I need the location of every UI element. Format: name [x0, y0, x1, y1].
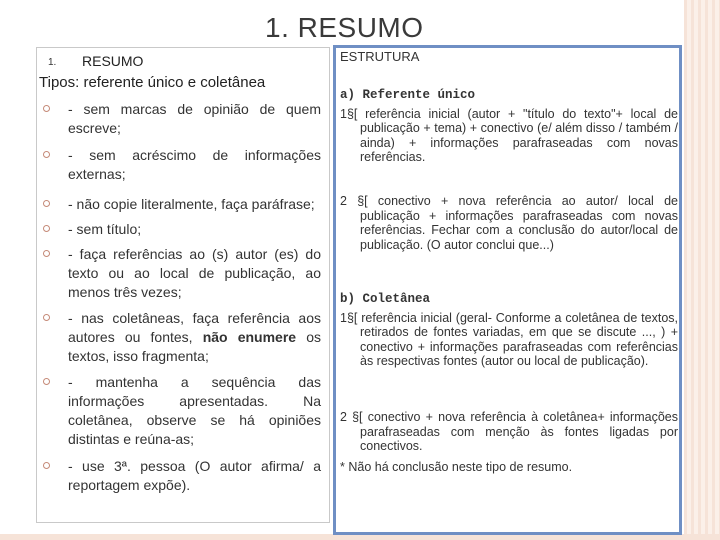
structure-panel — [333, 45, 682, 535]
structure-heading: ESTRUTURA — [340, 49, 420, 64]
collection-label: b) Coletânea — [340, 292, 431, 306]
list-item-text: - use 3ª. pessoa (O autor afirma/ a reportagem expõe). — [68, 458, 321, 493]
list-item-text: - sem acréscimo de informações externas; — [68, 147, 321, 182]
list-item — [37, 100, 329, 138]
single-source-paragraph-1: 1§[ referência inicial (autor + "título do texto"+ local de publicação + tema) + conectivo (e/ além disso / também / ainda) + informações parafraseadas com novas referências. — [340, 106, 678, 164]
list-item-text: - nas coletâneas, faça referência aos autores ou fontes, — [68, 310, 321, 345]
list-item-text: - sem título; — [68, 221, 142, 237]
note-block — [340, 460, 678, 475]
collection-paragraph-1: 1§[ referência inicial (geral- Conforme a coletânea de textos, retirados de fontes variadas, em que se discute ..., ) + conectivo + informações parafraseadas com referências às respectivas fontes (autor ou local de publicação). — [340, 310, 678, 368]
single-source-block — [340, 88, 678, 165]
section-number: 1. — [48, 57, 57, 68]
slide-title: 1. RESUMO — [265, 12, 424, 43]
collection-block — [340, 292, 678, 369]
list-item — [37, 220, 329, 239]
section-title: RESUMO — [82, 53, 144, 69]
bullet-circle-icon — [43, 151, 50, 158]
list-item-text: - mantenha a sequência das informações apresentadas. Na coletânea, observe se há opiniões distintas e reúna-as; — [68, 374, 321, 447]
rules-list — [37, 100, 329, 495]
single-source-label: a) Referente único — [340, 88, 476, 102]
types-subtitle: Tipos: referente único e coletânea — [39, 74, 266, 91]
bullet-circle-icon — [43, 105, 50, 112]
list-item — [37, 457, 329, 495]
single-source-paragraph-2-block — [340, 194, 678, 252]
list-item — [37, 146, 329, 184]
bullet-circle-icon — [43, 225, 50, 232]
left-content-panel — [36, 47, 330, 523]
list-item-text: - não copie literalmente, faça paráfrase; — [68, 196, 315, 212]
list-item-text: os textos, isso fragmenta; — [68, 329, 321, 364]
bullet-circle-icon — [43, 462, 50, 469]
list-item-text: - faça referências ao (s) autor (es) do texto ou ao local de publicação, ao menos três vezes; — [68, 246, 321, 300]
bullet-circle-icon — [43, 314, 50, 321]
conclusion-note: * Não há conclusão neste tipo de resumo. — [340, 460, 573, 474]
bullet-circle-icon — [43, 378, 50, 385]
list-item — [37, 195, 329, 214]
list-item — [37, 373, 329, 449]
list-item — [37, 245, 329, 302]
single-source-paragraph-2: 2 §[ conectivo + nova referência ao autor/ local de publicação + informações parafraseadas com novas referências. Fechar com a conclusão do autor/local de publicação. (O autor conclui que...) — [340, 194, 678, 252]
bullet-circle-icon — [43, 250, 50, 257]
list-item — [37, 309, 329, 366]
list-item-text: - sem marcas de opinião de quem escreve; — [68, 101, 321, 136]
collection-paragraph-2-block — [340, 410, 678, 454]
collection-paragraph-2: 2 §[ conectivo + nova referência à coletânea+ informações parafraseadas com menção às fontes ligadas por conectivos. — [340, 410, 678, 453]
decorative-side-stripe — [684, 0, 720, 540]
bullet-circle-icon — [43, 200, 50, 207]
list-item-emphasis: não enumere — [202, 329, 297, 345]
